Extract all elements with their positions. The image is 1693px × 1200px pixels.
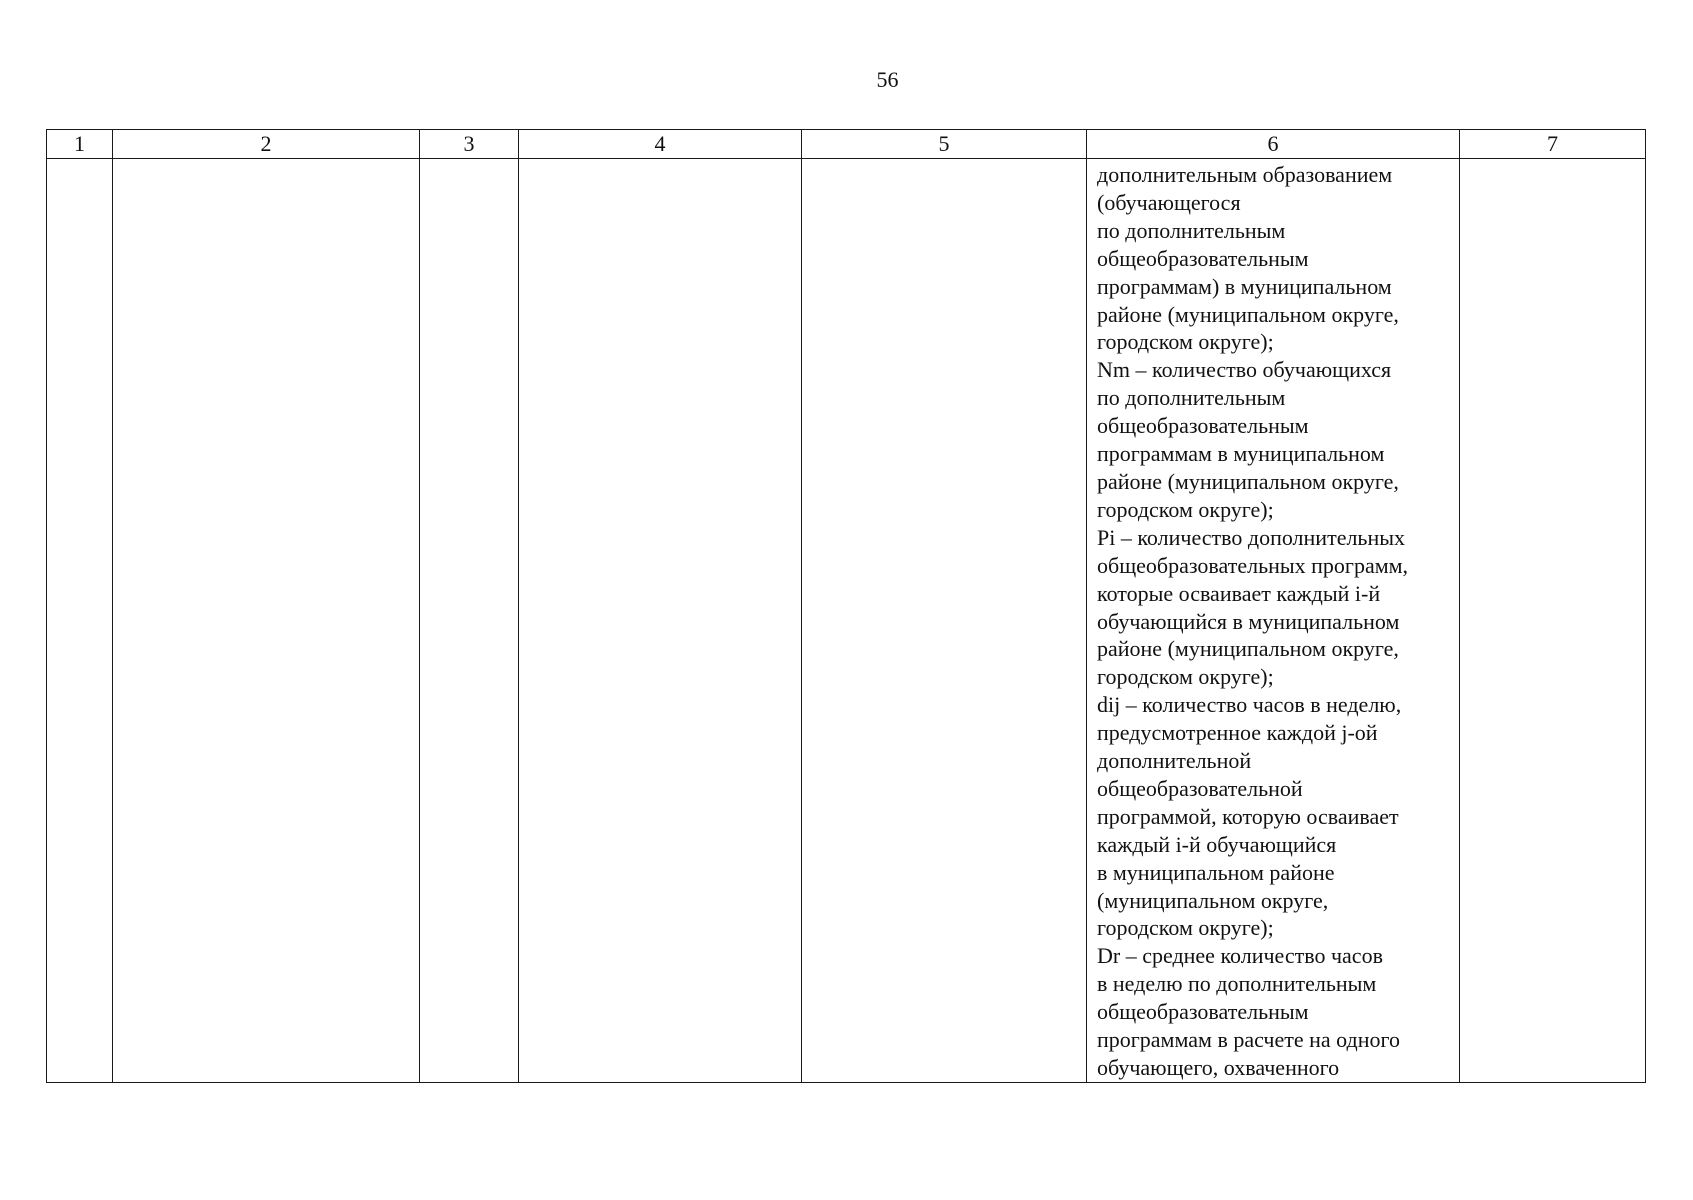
formula-variables-text: дополнительным образованием (обучающегося по дополнительным общеобразовательным программам) в муниципальном районе (муниципальном округе, городском округе); Nm – количество обучающихся по дополнительным общеобразовательным программам в муниципальном районе (муниципальном округе, городском округе); Pi – количество дополнительных общеобразовательных программ, которые осваивает каждый i-й обучающийся в муниципальном районе (муниципальном округе, городском округе); dij – количество часов в неделю, предусмотренное каждой j-ой дополнительной общеобразовательной программой, которую осваивает каждый i-й обучающийся в муниципальном районе (муниципальном округе, городском округе); Dr – среднее количество часов в неделю по дополнительным общеобразовательным программам в расчете на одного обучающего, охваченного: [1097, 162, 1409, 1080]
column-header-2: 2: [113, 130, 420, 159]
page-number: 56: [876, 67, 899, 92]
table-row: [47, 159, 1646, 1083]
table-cell-col-7: [1460, 159, 1646, 1083]
document-table: [46, 129, 1646, 1083]
table-cell-col-4: [519, 159, 802, 1083]
table-cell-col-1: [47, 159, 113, 1083]
column-header-7: 7: [1460, 130, 1646, 159]
column-header-5: 5: [802, 130, 1087, 159]
column-header-1: 1: [47, 130, 113, 159]
column-header-4: 4: [519, 130, 802, 159]
table-cell-col-3: [420, 159, 519, 1083]
column-header-3: 3: [420, 130, 519, 159]
table-cell-col-6: [1087, 159, 1460, 1083]
table-cell-col-5: [802, 159, 1087, 1083]
table-cell-col-2: [113, 159, 420, 1083]
column-header-6: 6: [1087, 130, 1460, 159]
table-header-row: [47, 130, 1646, 159]
